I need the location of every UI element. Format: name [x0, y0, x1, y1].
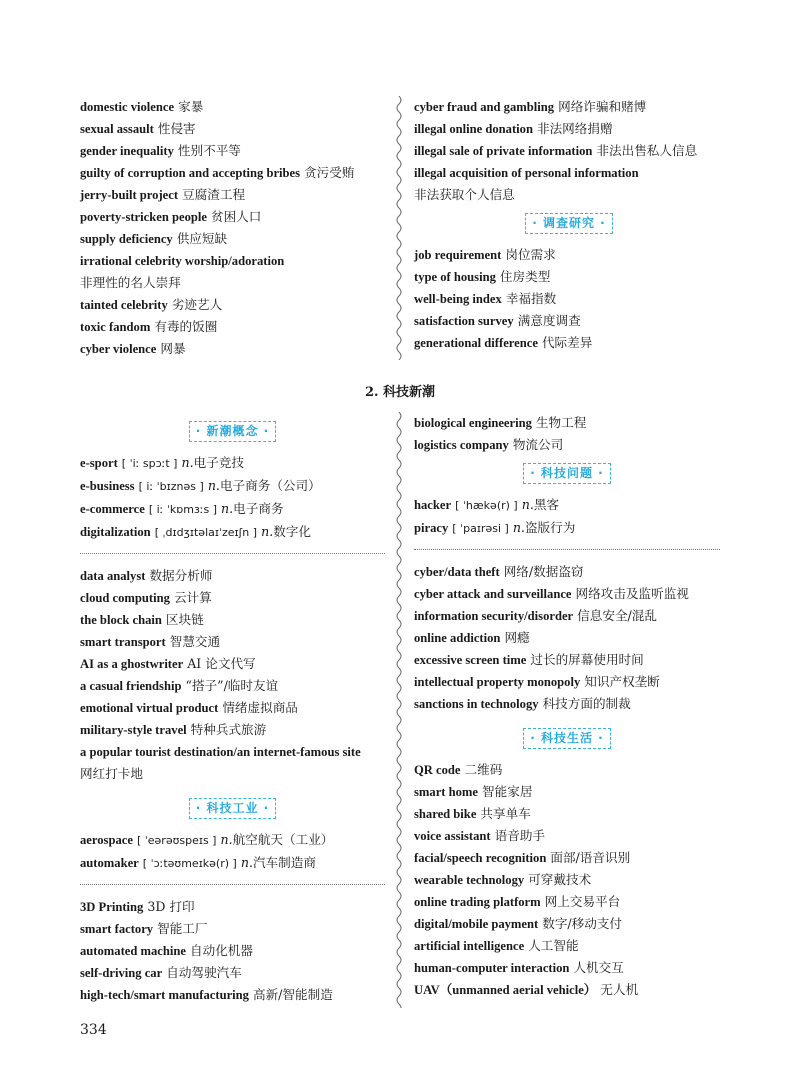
vocab-entry	[80, 316, 390, 338]
vocab-entry	[80, 653, 385, 675]
vocab-entry	[80, 498, 385, 521]
term-chinese: 无人机	[600, 982, 639, 997]
term-chinese: 豆腐渣工程	[182, 187, 246, 202]
term-chinese: 性别不平等	[177, 143, 241, 158]
term-english: illegal online donation	[414, 122, 533, 136]
term-english: jerry-built project	[80, 188, 179, 202]
term-chinese: 二维码	[464, 762, 503, 777]
part-of-speech: n.	[512, 520, 525, 535]
vocab-entry	[414, 244, 724, 266]
vocab-entry	[414, 118, 724, 140]
term-chinese: 过长的屏幕使用时间	[530, 652, 644, 667]
term-chinese: 岗位需求	[505, 247, 556, 262]
vocab-entry	[414, 781, 720, 803]
vocab-entry	[80, 631, 385, 653]
term-chinese: 知识产权垄断	[584, 674, 660, 689]
term-english: domestic violence	[80, 100, 175, 114]
term-english: voice assistant	[414, 829, 491, 843]
part-of-speech: n.	[220, 832, 233, 847]
phonetic: [ ˌdɪdʒɪtəlaɪˈzeɪʃn ]	[154, 526, 258, 539]
term-chinese: 盗版行为	[524, 520, 576, 535]
term-english: data analyst	[80, 569, 146, 583]
term-chinese: 网上交易平台	[544, 894, 621, 909]
term-english: piracy	[414, 521, 449, 535]
phonetic: [ ˈɔːtəʊmeɪkə(r) ]	[142, 857, 237, 870]
term-chinese: 科技方面的制裁	[542, 696, 631, 711]
vocab-entry	[80, 118, 390, 140]
term-chinese: 3D 打印	[147, 899, 195, 914]
term-chinese: 网瘾	[504, 630, 530, 645]
tag-tech-life: · 科技生活 ·	[523, 728, 611, 749]
wavy-divider-line	[397, 412, 401, 1008]
vocab-entry	[414, 434, 720, 456]
tag-tech-issues: · 科技问题 ·	[523, 463, 611, 484]
vocab-entry	[414, 162, 724, 184]
vocab-entry	[414, 96, 724, 118]
term-chinese: 情绪虚拟商品	[222, 700, 298, 715]
term-english: guilty of corruption and accepting bribes	[80, 166, 301, 180]
phonetic: [ iː ˈkɒmɜːs ]	[148, 503, 218, 516]
term-chinese: 数据分析师	[149, 568, 213, 583]
vocab-entry	[80, 896, 385, 918]
term-english: e-business	[80, 479, 135, 493]
vocab-entry	[414, 494, 720, 517]
phonetic: [ ˈhækə(r) ]	[455, 499, 518, 512]
part-of-speech: n.	[181, 455, 194, 470]
vocab-entry	[80, 962, 385, 984]
vocab-entry	[414, 913, 720, 935]
term-chinese: “搭子”/临时友谊	[185, 678, 279, 693]
section-title: 2. 科技新潮	[364, 385, 436, 400]
term-chinese: 物流公司	[512, 437, 564, 452]
term-english: a casual friendship	[80, 679, 182, 693]
vocab-entry	[414, 957, 720, 979]
part-of-speech: n.	[240, 855, 253, 870]
vocab-entry	[414, 266, 724, 288]
left-list-1	[80, 565, 385, 785]
term-chinese: 可穿戴技术	[528, 872, 592, 887]
part-of-speech: n.	[221, 501, 234, 516]
term-english: excessive screen time	[414, 653, 527, 667]
term-chinese: 生物工程	[535, 415, 587, 430]
term-english: self-driving car	[80, 966, 163, 980]
vocab-entry	[80, 918, 385, 940]
wavy-divider-line	[397, 96, 401, 360]
vocab-entry	[80, 984, 385, 1006]
term-english: QR code	[414, 763, 461, 777]
term-english: sexual assault	[80, 122, 154, 136]
term-english: poverty-stricken people	[80, 210, 207, 224]
term-english: cloud computing	[80, 591, 170, 605]
left-list-2	[80, 896, 385, 1006]
term-english: gender inequality	[80, 144, 174, 158]
term-english: tainted celebrity	[80, 298, 168, 312]
left-ipa-list-2	[80, 829, 385, 875]
term-english: smart factory	[80, 922, 154, 936]
tag-trend-concepts: · 新潮概念 ·	[189, 421, 277, 442]
term-chinese: 幸福指数	[505, 291, 557, 306]
term-chinese: 高新/智能制造	[252, 987, 333, 1002]
column-divider-top	[394, 96, 404, 360]
vocab-entry	[414, 140, 724, 162]
part-of-speech: n.	[207, 478, 220, 493]
term-chinese: 网络攻击及监听监视	[575, 586, 689, 601]
term-english: AI as a ghostwriter	[80, 657, 184, 671]
term-chinese: 家暴	[178, 99, 204, 114]
vocab-entry	[414, 869, 720, 891]
term-english: job requirement	[414, 248, 502, 262]
term-chinese: 贪污受贿	[304, 165, 355, 180]
vocab-entry	[414, 627, 720, 649]
vocab-entry	[414, 412, 720, 434]
term-chinese: 电子商务（公司）	[219, 478, 321, 493]
vocab-entry	[414, 935, 720, 957]
term-english: illegal sale of private information	[414, 144, 593, 158]
vocab-entry	[414, 583, 720, 605]
term-english: wearable technology	[414, 873, 525, 887]
term-english: cyber/data theft	[414, 565, 500, 579]
term-english: intellectual property monopoly	[414, 675, 581, 689]
term-english: smart home	[414, 785, 479, 799]
part-of-speech: n.	[261, 524, 274, 539]
term-english: illegal acquisition of personal information	[414, 166, 639, 180]
term-chinese: 汽车制造商	[252, 855, 316, 870]
top-right-column	[414, 96, 724, 354]
term-chinese: 面部/语音识别	[550, 850, 631, 865]
term-english: automaker	[80, 856, 139, 870]
term-english: digital/mobile payment	[414, 917, 539, 931]
term-chinese: 住房类型	[499, 269, 551, 284]
term-english: supply deficiency	[80, 232, 173, 246]
term-english: e-sport	[80, 456, 118, 470]
term-english: online addiction	[414, 631, 501, 645]
right-ipa-list	[414, 494, 720, 540]
term-chinese: 云计算	[173, 590, 212, 605]
term-chinese: 自动化机器	[190, 943, 253, 958]
vocab-entry	[80, 250, 390, 272]
term-english: aerospace	[80, 833, 133, 847]
dotted-separator	[80, 884, 385, 885]
vocab-entry	[414, 517, 720, 540]
term-chinese: 代际差异	[541, 335, 593, 350]
term-english: human-computer interaction	[414, 961, 570, 975]
vocab-entry	[80, 675, 385, 697]
vocab-entry	[414, 332, 724, 354]
vocab-entry	[80, 184, 390, 206]
term-english: well-being index	[414, 292, 502, 306]
term-english: digitalization	[80, 525, 151, 539]
vocab-entry	[80, 697, 385, 719]
term-english: cyber fraud and gambling	[414, 100, 555, 114]
top-right-list-1	[414, 96, 724, 206]
term-english: shared bike	[414, 807, 477, 821]
term-english: information security/disorder	[414, 609, 574, 623]
vocab-entry	[80, 228, 390, 250]
term-chinese: 电子竞技	[193, 455, 244, 470]
term-chinese: 特种兵式旅游	[190, 722, 267, 737]
term-chinese: AI 论文代写	[187, 656, 256, 671]
term-chinese: 航空航天（工业）	[232, 832, 334, 847]
term-chinese: 智能工厂	[157, 921, 208, 936]
term-chinese: 黑客	[533, 497, 560, 512]
vocab-entry	[80, 565, 385, 587]
term-english: high-tech/smart manufacturing	[80, 988, 249, 1002]
part-of-speech: n.	[521, 497, 534, 512]
term-chinese: 自动驾驶汽车	[166, 965, 242, 980]
vocab-entry	[414, 803, 720, 825]
term-english: online trading platform	[414, 895, 541, 909]
term-english: hacker	[414, 498, 452, 512]
term-english: toxic fandom	[80, 320, 151, 334]
term-english: cyber violence	[80, 342, 157, 356]
vocab-entry	[80, 521, 385, 544]
phonetic: [ ˈeərəʊspeɪs ]	[136, 834, 217, 847]
term-chinese: 人工智能	[528, 938, 579, 953]
dotted-separator	[414, 549, 720, 550]
bottom-left-column	[80, 420, 385, 1006]
vocab-entry	[414, 288, 724, 310]
vocab-entry	[414, 649, 720, 671]
page-number: 334	[80, 1022, 107, 1038]
vocab-entry	[414, 693, 720, 715]
vocab-entry	[80, 609, 385, 631]
entry-continuation: 网红打卡地	[80, 766, 143, 781]
tag-survey-research: · 调查研究 ·	[525, 213, 613, 234]
term-chinese: 共享单车	[480, 806, 531, 821]
term-english: automated machine	[80, 944, 186, 958]
term-english: artificial intelligence	[414, 939, 525, 953]
vocab-entry	[414, 979, 720, 1001]
left-ipa-list	[80, 452, 385, 544]
vocab-entry	[414, 671, 720, 693]
vocab-entry	[414, 561, 720, 583]
term-english: e-commerce	[80, 502, 145, 516]
vocab-entry	[80, 294, 390, 316]
term-english: UAV（unmanned aerial vehicle）	[414, 983, 597, 997]
vocab-entry	[80, 741, 385, 763]
term-english: military-style travel	[80, 723, 187, 737]
term-chinese: 性侵害	[157, 121, 196, 136]
term-english: the block chain	[80, 613, 162, 627]
term-chinese: 信息安全/混乱	[577, 608, 657, 623]
column-divider-bottom	[394, 412, 404, 1008]
term-chinese: 区块链	[165, 612, 204, 627]
vocab-entry	[80, 96, 390, 118]
phonetic: [ ˈiː spɔːt ]	[121, 457, 178, 470]
vocab-entry	[80, 852, 385, 875]
term-chinese: 电子商务	[233, 501, 284, 516]
bottom-right-column	[414, 412, 720, 1001]
term-chinese: 有毒的饭圈	[154, 319, 218, 334]
term-english: facial/speech recognition	[414, 851, 547, 865]
vocab-entry	[414, 605, 720, 627]
vocab-entry	[414, 759, 720, 781]
term-chinese: 非法出售私人信息	[596, 143, 698, 158]
term-english: biological engineering	[414, 416, 532, 430]
vocab-entry	[414, 847, 720, 869]
term-chinese: 网络/数据盗窃	[503, 564, 584, 579]
phonetic: [ iː ˈbɪznəs ]	[138, 480, 204, 493]
term-english: cyber attack and surveillance	[414, 587, 572, 601]
vocab-entry	[80, 162, 390, 184]
vocab-entry	[80, 140, 390, 162]
term-english: a popular tourist destination/an internet-famous site	[80, 745, 361, 759]
vocab-entry	[80, 206, 390, 228]
right-list-2	[414, 759, 720, 1001]
top-right-list-2	[414, 244, 724, 354]
term-chinese: 非法网络捐赠	[536, 121, 613, 136]
term-english: 3D Printing	[80, 900, 144, 914]
term-english: satisfaction survey	[414, 314, 514, 328]
term-chinese: 网暴	[160, 341, 186, 356]
term-chinese: 劣迹艺人	[171, 297, 223, 312]
term-chinese: 智能家居	[482, 784, 533, 799]
term-english: sanctions in technology	[414, 697, 539, 711]
dotted-separator	[80, 553, 385, 554]
vocab-entry	[80, 475, 385, 498]
term-chinese: 语音助手	[494, 828, 545, 843]
term-chinese: 智慧交通	[169, 634, 221, 649]
vocab-entry	[414, 825, 720, 847]
vocab-entry	[414, 891, 720, 913]
vocab-entry	[80, 338, 390, 360]
term-chinese: 贫困人口	[210, 209, 262, 224]
term-english: logistics company	[414, 438, 509, 452]
term-english: smart transport	[80, 635, 166, 649]
right-list-0	[414, 412, 720, 456]
vocab-entry	[80, 587, 385, 609]
term-chinese: 供应短缺	[176, 231, 228, 246]
term-chinese: 网络诈骗和赌博	[558, 99, 647, 114]
term-chinese: 数字化	[273, 524, 311, 539]
term-chinese: 人机交互	[573, 960, 624, 975]
term-english: emotional virtual product	[80, 701, 219, 715]
tag-tech-industry: · 科技工业 ·	[189, 798, 277, 819]
vocab-entry	[80, 829, 385, 852]
vocab-entry	[80, 940, 385, 962]
entry-continuation: 非理性的名人崇拜	[80, 275, 181, 290]
vocab-entry	[80, 719, 385, 741]
phonetic: [ ˈpaɪrəsi ]	[452, 522, 509, 535]
term-english: irrational celebrity worship/adoration	[80, 254, 285, 268]
vocab-entry	[414, 310, 724, 332]
vocab-entry	[80, 452, 385, 475]
term-chinese: 数字/移动支付	[542, 916, 623, 931]
entry-continuation: 非法获取个人信息	[414, 187, 515, 202]
term-chinese: 满意度调查	[517, 313, 581, 328]
right-list-1	[414, 561, 720, 715]
top-left-column	[80, 96, 390, 360]
term-english: type of housing	[414, 270, 496, 284]
term-english: generational difference	[414, 336, 538, 350]
